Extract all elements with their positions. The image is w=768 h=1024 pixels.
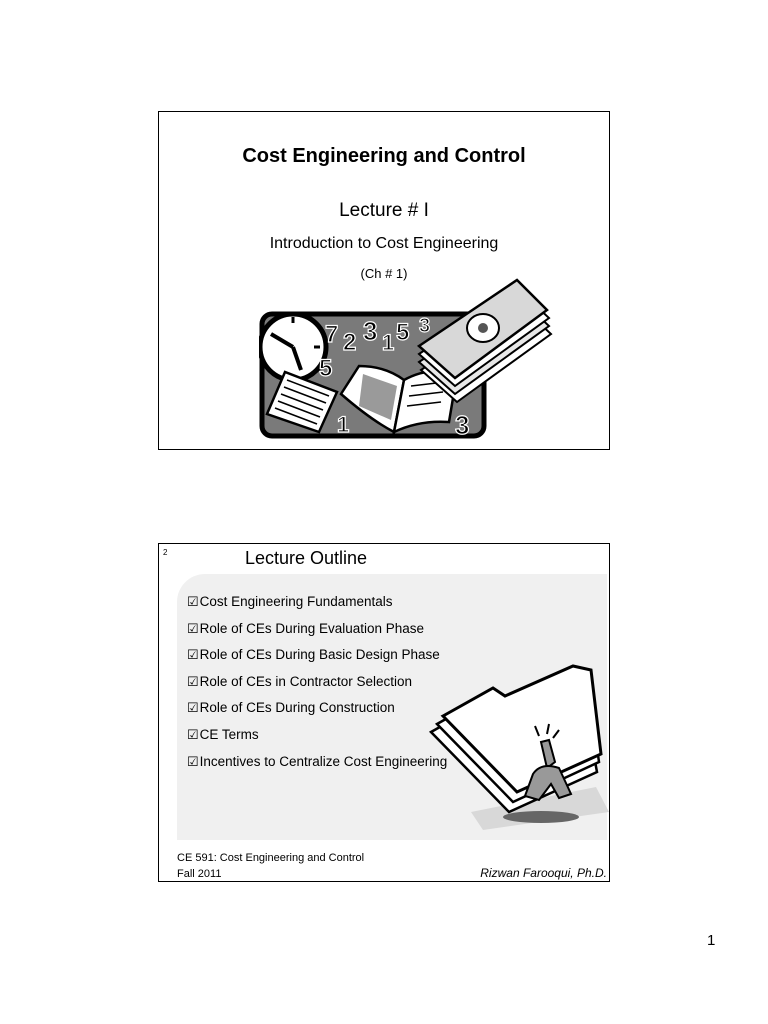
list-item-text: Cost Engineering Fundamentals	[199, 594, 393, 609]
list-item	[187, 647, 447, 674]
list-item-text: Role of CEs During Evaluation Phase	[199, 620, 425, 636]
list-item-text: CE Terms	[199, 726, 259, 742]
files-stack-icon	[431, 666, 601, 812]
clipart-number: 2	[343, 329, 357, 356]
lecture-subtitle: Introduction to Cost Engineering	[269, 235, 499, 252]
list-item	[187, 674, 447, 701]
checkbox-icon: ☑	[187, 700, 199, 716]
clipart-number: 1	[337, 412, 350, 437]
list-item-text: Role of CEs in Contractor Selection	[199, 673, 413, 689]
list-item	[187, 594, 447, 621]
list-item	[187, 754, 447, 781]
footer-author: Rizwan Farooqui, Ph.D.	[480, 866, 607, 880]
list-item-text: Role of CEs During Construction	[199, 700, 395, 716]
list-item-text: Role of CEs During Basic Design Phase	[199, 647, 440, 663]
person-carrying-files-clipart	[421, 662, 609, 830]
chapter-label: (Ch # 1)	[360, 266, 408, 281]
checkbox-icon: ☑	[187, 753, 199, 769]
clipart-number: 3	[363, 316, 378, 346]
clipart-number: 1	[382, 330, 395, 355]
slide-1	[158, 111, 610, 450]
clipart-number: 3	[455, 410, 470, 440]
footer-course: CE 591: Cost Engineering and Control	[177, 852, 365, 864]
checkbox-icon: ☑	[187, 594, 199, 609]
clipart-number: 3	[419, 315, 431, 337]
footer-term: Fall 2011	[177, 868, 222, 880]
checkbox-icon: ☑	[187, 726, 199, 742]
list-item-text: Incentives to Centralize Cost Engineering	[199, 753, 448, 769]
clock-icon	[260, 314, 326, 380]
clock-book-money-clipart	[259, 274, 559, 444]
slide-title: Cost Engineering and Control	[242, 145, 526, 167]
list-item	[187, 621, 447, 648]
checkbox-icon: ☑	[187, 620, 199, 636]
page-number: 1	[707, 932, 716, 949]
clipart-number: 5	[319, 355, 333, 382]
clipart-number: 7	[325, 321, 339, 348]
checkbox-icon: ☑	[187, 673, 199, 689]
slide-2	[158, 543, 610, 882]
list-item	[187, 727, 447, 754]
checkbox-icon: ☑	[187, 647, 199, 663]
list-item	[187, 700, 447, 727]
slide-number: 2	[163, 548, 168, 557]
lecture-number: Lecture # I	[339, 200, 429, 221]
clipart-number: 5	[396, 319, 410, 346]
slide-title: Lecture Outline	[245, 548, 368, 568]
outline-list	[187, 594, 447, 780]
